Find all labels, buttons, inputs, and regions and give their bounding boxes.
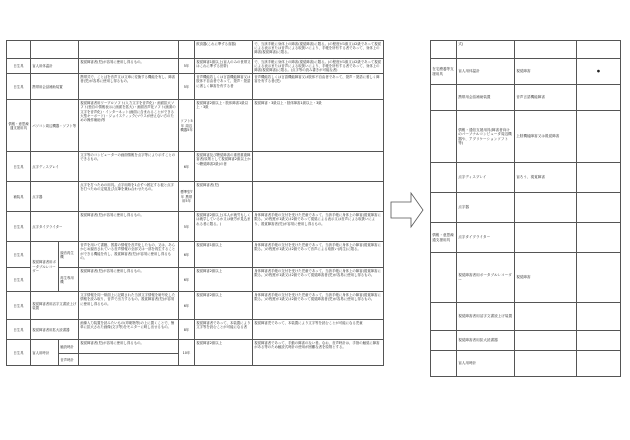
cell-item: 視覚障害者用ポータブルレコーダー	[457, 253, 515, 303]
cell-category	[431, 85, 457, 111]
cell-category: 在宅療養等支援用具	[431, 59, 457, 85]
cell-cond-kind: 視覚障害者であって、本装置により文字等を読むことが可能になる者	[195, 320, 253, 340]
cell-sub-item: 再生専用機	[59, 268, 79, 292]
cell-mark	[577, 41, 621, 59]
cell-cond: 盲ろう、視覚障害	[515, 163, 577, 193]
cell-item: 盲人用体温計	[31, 59, 79, 74]
cell-life: 6年	[179, 242, 195, 268]
cell-item: 盲人用時計	[31, 340, 59, 366]
cell-item: パソコン周辺機器・ソフト等	[31, 100, 79, 152]
cell-target: 視覚障害者(児)が容易に使用し得るもの。	[79, 59, 179, 74]
cell-life: 5年	[179, 74, 195, 100]
cell-cond: で、当該手帳に身体上の障害(視覚障害)に限る。)の程度が1級又は2級であって視覚による表示または音声による取扱いにより、手帳を所有する者であって、身体上の障害(視覚障害)に限る。	[253, 41, 384, 59]
cell-sub-item: 触読時計	[59, 340, 79, 354]
cell-target: 視覚障害者(児)が容易に使用し得るもの。	[79, 212, 179, 242]
table-row	[7, 74, 384, 100]
cell-mark	[577, 163, 621, 193]
table-row	[431, 85, 621, 111]
cell-cond	[515, 303, 577, 331]
cell-cond	[253, 152, 384, 182]
cell-category	[431, 331, 457, 351]
cell-group: 情報・意思疎通支援用具	[7, 100, 31, 152]
cell-item: 式)	[457, 41, 515, 59]
cell-cond-kind: 飲食器(これに準ずる食器)	[195, 41, 253, 59]
cell-item-type: 補装具	[7, 182, 31, 212]
cell-cond: 音声言語機能障害	[515, 85, 577, 111]
cell-cond: 身体障害者手帳の交付を受けた児童であって、当該手帳に身体上の障害(視覚障害に限る。)の程度が1級又は2級であって視覚による表示又は音声による取扱いにより、視覚障害者(児)が容易に使用し得るもの。	[253, 212, 384, 242]
cell-item-type: 日生具	[7, 268, 31, 292]
cell-item: 視覚障害者用拡大読書器	[31, 320, 79, 340]
cell-item: 携帯用会話補助装置	[31, 74, 79, 100]
cell-mark	[577, 85, 621, 111]
cell-life: 標準型7年 携帯用5年	[179, 182, 195, 212]
cell-mark	[577, 223, 621, 253]
cell-category	[431, 253, 457, 303]
cell-item-type: 日生具	[7, 212, 31, 242]
cell-target: 視覚障害者用ワープロソフト(入力文字を音声化)・画面拡大ソフト(独自の情報表示に画面を拡大)・画面音声化ソフト(画面の文字を音声化)・インターネット(画面に含まれることができる大型キーボード)・ジョイスティック(マウスが使えない方のための操作補助)等	[79, 100, 179, 152]
cell-item: 情報・通信支援用具(障害者向けのパーソナルコンピュータ周辺機器や、アプリケーションソフト等)	[457, 111, 515, 163]
cell-cond: 身体障害者手帳の交付を受けた児童であって、当該手帳に身体上の障害(視覚障害に限る。)の程度が1級又は2級であって視覚障害者(児)が容易に使用し得るもの。	[253, 268, 384, 292]
cell-cond: 音声機能若しくは言語機能障害又は肢体不自由者であって、発声・発語に著しく障害を有する者(児)	[253, 74, 384, 100]
cell-cond-kind: 視覚障害者(児)	[195, 182, 253, 212]
cell-item: 視覚障害者用活字文書読上げ装置	[457, 303, 515, 331]
cell-item-type: 日生具	[7, 340, 31, 366]
cell-cond-kind: 視覚障害及び聴覚障害の重度重複障害者(原則として視覚障害2級以上かつ聴覚障害2級)の者	[195, 152, 253, 182]
cell-target: 携帯式で、ことばを音声又は文章に変換する機能を有し、障害者(児)が容易に使用し得るもの。	[79, 74, 179, 100]
cell-life: ソフト5年 周辺機器5年	[179, 100, 195, 152]
table-row	[431, 59, 621, 85]
cell-cond: 身体障害者手帳の交付を受けた児童であって、当該手帳に身体上の障害(視覚障害に限る。)の程度が1級又は2級であって音声による取扱い(再生)に限る。	[253, 242, 384, 268]
cell-cond-kind: 音声機能若しくは言語機能障害又は肢体不自由者であって、発声・発語に著しく障害を有する者	[195, 74, 253, 100]
cell-item: 点字器	[457, 193, 515, 223]
cell-target: 画像入力装置を読みたいもの(印刷物等)の上に置くことで、簡単に拡大された画像(文字等)をモニターに映し出せるもの。	[79, 320, 179, 340]
cell-life: 6年	[179, 268, 195, 292]
cell-mark	[577, 193, 621, 223]
cell-mark	[577, 111, 621, 163]
right-arrow-icon	[389, 190, 425, 230]
cell-cond: 上肢機能障害又は視覚障害	[515, 111, 577, 163]
cell-cond	[515, 351, 577, 377]
cell-sub-item: 音声時計	[59, 354, 79, 366]
cell-item: 視覚障害者用ポータブルレコーダー	[31, 242, 59, 292]
cell-category	[431, 111, 457, 163]
table-row	[7, 340, 384, 354]
cell-item: 視覚障害者用拡大読書器	[457, 331, 515, 351]
cell-life: 8年	[179, 320, 195, 340]
cell-category	[431, 193, 457, 223]
cell-cond: 身体障害者手帳の交付を受けた児童であって、当該手帳に身体上の障害(視覚障害に限る。)の程度が1級又は2級であって視覚障害者(児)が容易に使用し得るもの。	[253, 292, 384, 320]
cell-cond	[515, 193, 577, 223]
cell-cond: で、当該手帳に身体上の障害(視覚障害)に限る。)の程度が1級又は2級であって視覚による表示または音声による取扱いにより、手帳を所有する者であって、身体上の障害(視覚障害)に限る。(点字等の読み書きが可能な者)	[253, 59, 384, 74]
table-row	[7, 100, 384, 152]
cell-cond: 視覚障害・3級以上・肢体障害1級以上・3級	[253, 100, 384, 152]
cell-category	[431, 41, 457, 59]
cell-cond: 視覚障害	[515, 253, 577, 303]
cell-cond	[515, 223, 577, 253]
table-row	[7, 268, 384, 292]
table-row	[7, 182, 384, 212]
cell-item: 点字ディスプレイ	[31, 152, 79, 182]
cell-mark	[577, 351, 621, 377]
cell-cond: 視覚障害児であって、本装置により文字等を読むことが可能になる児童	[253, 320, 384, 340]
table-row	[7, 320, 384, 340]
cell-cond-kind: 視覚障害2級以上	[195, 292, 253, 320]
cell-item-type: 日生具	[7, 292, 31, 320]
cell-target: 点字を打つための用具。点字用紙を1点ずつ固定する板と点字を打つための定規及び点筆を兼ね合わせたもの。	[79, 182, 179, 212]
cell-item: 盲人用体温計	[457, 59, 515, 85]
old-standards-table	[6, 40, 384, 366]
table-row	[7, 152, 384, 182]
cell-cond: 視覚障害者であって、手動の障害のない者。なお、音声時計は、手指の触覚に障害がある等のため触読式時計の使用が困難な者を原則とする。	[253, 340, 384, 366]
cell-item: 点字タイプライター	[457, 223, 515, 253]
cell-item: 盲人用時計	[457, 351, 515, 377]
table-row	[431, 163, 621, 193]
cell-cond-kind: 視覚障害2級以上	[195, 340, 253, 366]
cell-category	[431, 303, 457, 331]
table-row	[431, 303, 621, 331]
cell-mark	[577, 331, 621, 351]
cell-life: 6年	[179, 152, 195, 182]
cell-cond	[253, 182, 384, 212]
cell-target: 音声を用いて書籍、図書の情報を音声化したもの、又は、あらかじめ録音されている音声情報の全部又は一部を再生することができる機能を有し、視覚障害者(児)が容易に使用し得るもの。	[79, 242, 179, 268]
table-row	[7, 41, 384, 59]
cell-mark: ●	[577, 59, 621, 85]
table-row	[431, 41, 621, 59]
table-row	[7, 242, 384, 268]
cell-item: 視覚障害者用活字文書読上げ装置	[31, 292, 79, 320]
cell-life: 6年	[179, 292, 195, 320]
cell-target: 視覚障害者(児)が容易に使用し得るもの。	[79, 268, 179, 292]
new-standards-table	[430, 40, 621, 377]
cell-life: 10年	[179, 340, 195, 366]
cell-cond-kind: 視覚障害2級以上(本人が就労もしくは就学しているか又は就労が見込まれる者に限る。)	[195, 212, 253, 242]
table-row	[7, 59, 384, 74]
cell-mark	[577, 253, 621, 303]
cell-target: 文字等のコンピューターの画面情報を点字等により示すことのできるもの。	[79, 152, 179, 182]
cell-cond-kind: 視覚障害2級以上	[195, 268, 253, 292]
table-row	[431, 351, 621, 377]
table-row	[431, 331, 621, 351]
table-row	[7, 292, 384, 320]
cell-cond	[515, 331, 577, 351]
cell-target: 視覚障害者(児)が容易に使用し得るもの。	[79, 340, 179, 354]
cell-item-type: 日生具	[7, 320, 31, 340]
table-row	[7, 212, 384, 242]
table-row	[431, 253, 621, 303]
cell-cond: 視覚障害	[515, 59, 577, 85]
cell-item: 点字ディスプレイ	[457, 163, 515, 193]
cell-item-type: 日生具	[7, 152, 31, 182]
cell-item-type: 日生具	[7, 59, 31, 74]
cell-cond-kind: 視覚障害2級以上・肢体障害1級以上・3級	[195, 100, 253, 152]
table-row	[431, 223, 621, 253]
cell-item: 携帯用会話補助装置	[457, 85, 515, 111]
cell-cond-kind: 視覚障害1級以上	[195, 242, 253, 268]
cell-category	[431, 163, 457, 193]
cell-sub-item: 録音再生機	[59, 242, 79, 268]
cell-category: 情報・意思疎通支援用具	[431, 223, 457, 253]
cell-life: 5年	[179, 59, 195, 74]
cell-category	[431, 351, 457, 377]
cell-item-type: 日生具	[7, 74, 31, 100]
cell-target: 文字情報を同一紙面上に記載された当該文字情報を暗号化した情報を読み取り、音声で出力するもの。視覚障害者(児)が容易に使用し得るもの。	[79, 292, 179, 320]
cell-cond-kind: 視覚障害1級以上(盲人のみの世帯又はこれに準ずる世帯)	[195, 59, 253, 74]
cell-item: 点字タイプライター	[31, 212, 79, 242]
cell-life: 5年	[179, 212, 195, 242]
table-row	[431, 111, 621, 163]
cell-item-type: 日生具	[7, 242, 31, 268]
cell-mark	[577, 303, 621, 331]
table-row	[431, 193, 621, 223]
cell-item: 点字器	[31, 182, 79, 212]
cell-cond	[515, 41, 577, 59]
